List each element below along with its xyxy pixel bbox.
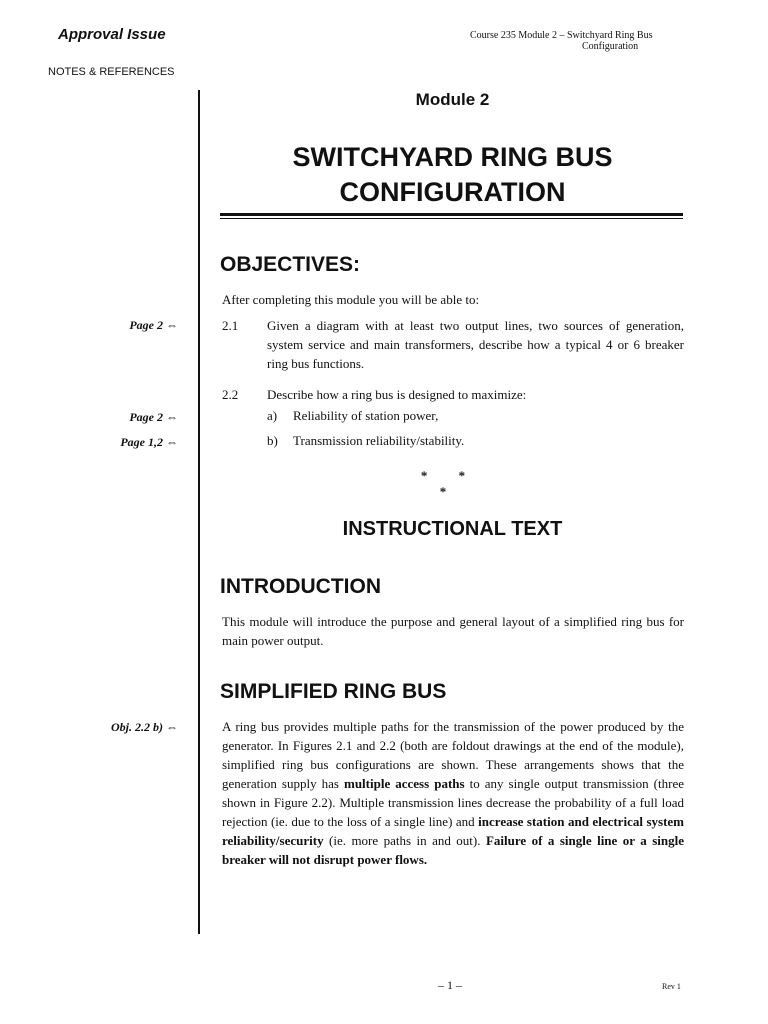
- paragraph-text: to any single output transmission (three shown in Figure 2.2). Multiple transmission lines decrease the probability of a full load rejection (ie. due to the loss of a single line) and: [222, 776, 684, 829]
- objective-text: Given a diagram with at least two output lines, two sources of generation, system service and main transformers, describe how a typical 4 or 6 breaker ring bus functions.: [267, 318, 684, 371]
- objective-item: [222, 385, 684, 404]
- objective-text: Describe how a ring bus is designed to maximize:: [267, 387, 527, 402]
- subitem-letter: a): [267, 408, 278, 423]
- emphasis-text: increase station and electrical system reliability/security: [222, 814, 684, 848]
- title-rule-thin: [220, 218, 683, 219]
- paragraph-text: (ie. more paths in and out).: [323, 833, 486, 848]
- margin-ref-obj-2-2b-text: Obj. 2.2 b) ⇔: [111, 720, 178, 734]
- objectives-heading: OBJECTIVES:: [220, 253, 361, 276]
- objective-number: 2.2: [222, 387, 239, 402]
- subitem-letter: b): [267, 433, 278, 448]
- emphasis-text: Failure of a single line or a single breaker will not disrupt power flows.: [222, 833, 684, 867]
- simplified-ring-bus-heading: SIMPLIFIED RING BUS: [220, 680, 447, 703]
- subitem-text: Reliability of station power,: [293, 408, 439, 423]
- course-line-1: Course 235 Module 2 – Switchyard Ring Bus: [470, 30, 653, 41]
- emphasis-text: multiple access paths: [343, 776, 465, 791]
- introduction-paragraph: This module will introduce the purpose and general layout of a simplified ring bus for main power output.: [222, 614, 684, 648]
- margin-ref-obj-2-2b: Page 1,2 ⇔: [120, 435, 178, 449]
- section-separator: * * *: [420, 468, 480, 499]
- title-line-2: CONFIGURATION: [339, 177, 566, 207]
- course-header: [470, 30, 690, 52]
- objective-number: 2.1: [222, 318, 239, 333]
- margin-divider: [198, 90, 200, 934]
- paragraph-text: A ring bus provides multiple paths for the transmission of the power produced by the generator. In Figures 2.1 and 2.2 (both are foldout drawings at the end of the module), simplified ring bus configurations are shown. These arrangements shows that the generation supply has: [222, 719, 684, 791]
- revision-label: Rev 1: [662, 982, 681, 991]
- module-label: Module 2: [415, 90, 490, 109]
- introduction-heading: INTRODUCTION: [220, 575, 381, 598]
- objective-subitem: [267, 408, 438, 424]
- title-rule-thick: [220, 213, 683, 216]
- title-line-1: SWITCHYARD RING BUS: [292, 142, 613, 172]
- objective-item: [222, 316, 684, 373]
- subitem-text: Transmission reliability/stability.: [293, 433, 465, 448]
- margin-ref-obj-2-2a: Page 2 ⇔: [129, 410, 178, 424]
- approval-issue-label: Approval Issue: [58, 26, 166, 43]
- course-line-2: Configuration: [582, 41, 639, 52]
- notes-references-label: NOTES & REFERENCES: [48, 66, 175, 78]
- instructional-text-heading: INSTRUCTIONAL TEXT: [342, 518, 563, 540]
- margin-ref-obj-2-1: Page 2 ⇔: [129, 318, 178, 332]
- objectives-intro: After completing this module you will be able to:: [222, 292, 480, 307]
- page-title: [220, 140, 685, 210]
- simplified-ring-bus-paragraph: [222, 717, 684, 869]
- objective-subitem: [267, 433, 464, 449]
- page-number: – 1 –: [438, 978, 462, 992]
